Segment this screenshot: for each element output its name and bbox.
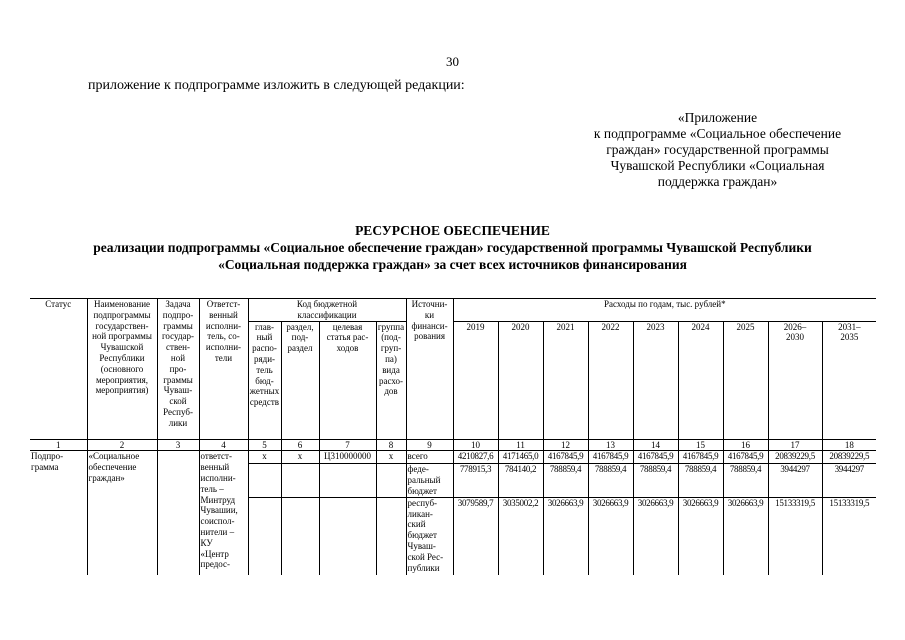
cell-value: 4167845,9 bbox=[723, 451, 768, 464]
cell-value: 3026663,9 bbox=[723, 497, 768, 575]
cell-source: феде- ральный бюджет bbox=[406, 464, 453, 497]
cell-target-article bbox=[319, 464, 376, 497]
intro-text: приложение к подпрограмме изложить в следующей редакции: bbox=[88, 78, 465, 93]
header-year: 2024 bbox=[678, 321, 723, 439]
header-budget-code: Код бюджетной классификации bbox=[248, 299, 406, 322]
annex-line: Чувашской Республики «Социальная bbox=[610, 158, 825, 173]
cell-chief-administrator bbox=[248, 464, 281, 497]
column-number: 13 bbox=[588, 439, 633, 451]
document-heading bbox=[0, 222, 905, 273]
column-number: 14 bbox=[633, 439, 678, 451]
cell-value: 20839229,5 bbox=[768, 451, 822, 464]
annex-line: к подпрограмме «Социальное обеспечение bbox=[593, 126, 842, 141]
column-number: 11 bbox=[498, 439, 543, 451]
cell-value: 784140,2 bbox=[498, 464, 543, 497]
row-task bbox=[157, 451, 199, 575]
header-status: Статус bbox=[30, 299, 87, 440]
cell-value: 3026663,9 bbox=[678, 497, 723, 575]
heading-subtitle: «Социальная поддержка граждан» за счет всех источников финансирования bbox=[218, 257, 687, 272]
header-target-article: целевая статья рас- ходов bbox=[319, 321, 376, 439]
cell-source: респуб- ликан- ский бюджет Чуваш- ской Рес- публики bbox=[406, 497, 453, 575]
cell-section bbox=[281, 464, 319, 497]
cell-value: 15133319,5 bbox=[768, 497, 822, 575]
cell-value: 788859,4 bbox=[633, 464, 678, 497]
header-year: 2026– 2030 bbox=[768, 321, 822, 439]
cell-value: 788859,4 bbox=[588, 464, 633, 497]
header-year: 2020 bbox=[498, 321, 543, 439]
row-status: Подпро- грамма bbox=[30, 451, 87, 575]
column-number: 1 bbox=[30, 439, 87, 451]
header-year: 2019 bbox=[453, 321, 498, 439]
annex-block bbox=[575, 110, 860, 190]
column-number: 2 bbox=[87, 439, 157, 451]
cell-value: 3944297 bbox=[822, 464, 876, 497]
row-name: «Социальное обеспечение граждан» bbox=[87, 451, 157, 575]
column-number: 12 bbox=[543, 439, 588, 451]
cell-value: 4167845,9 bbox=[588, 451, 633, 464]
header-chief-administrator: глав- ный распо- ряди- тель бюд- жетных средств bbox=[248, 321, 281, 439]
cell-expense-group bbox=[376, 464, 406, 497]
cell-value: 4167845,9 bbox=[678, 451, 723, 464]
cell-section: x bbox=[281, 451, 319, 464]
cell-value: 15133319,5 bbox=[822, 497, 876, 575]
resource-table bbox=[30, 298, 876, 575]
cell-value: 3026663,9 bbox=[633, 497, 678, 575]
cell-chief-administrator bbox=[248, 497, 281, 575]
header-executor: Ответст- венный исполни- тель, со- исполни- тели bbox=[199, 299, 248, 440]
column-number: 4 bbox=[199, 439, 248, 451]
header-expense-group: группа (под- груп- па) вида расхо- дов bbox=[376, 321, 406, 439]
cell-value: 788859,4 bbox=[543, 464, 588, 497]
column-number: 8 bbox=[376, 439, 406, 451]
column-number: 16 bbox=[723, 439, 768, 451]
column-number: 6 bbox=[281, 439, 319, 451]
header-year: 2021 bbox=[543, 321, 588, 439]
header-year: 2025 bbox=[723, 321, 768, 439]
cell-section bbox=[281, 497, 319, 575]
column-number: 5 bbox=[248, 439, 281, 451]
column-number: 17 bbox=[768, 439, 822, 451]
cell-value: 3944297 bbox=[768, 464, 822, 497]
header-year: 2023 bbox=[633, 321, 678, 439]
header-name: Наименование подпрограммы государствен- ной программы Чувашской Республики (основного мероприятия, мероприятия) bbox=[87, 299, 157, 440]
table-row bbox=[30, 451, 876, 464]
cell-value: 3035002,2 bbox=[498, 497, 543, 575]
cell-value: 4171465,0 bbox=[498, 451, 543, 464]
cell-expense-group: x bbox=[376, 451, 406, 464]
column-number: 9 bbox=[406, 439, 453, 451]
cell-source: всего bbox=[406, 451, 453, 464]
header-expenses: Расходы по годам, тыс. рублей* bbox=[453, 299, 876, 322]
cell-value: 788859,4 bbox=[723, 464, 768, 497]
cell-value: 3026663,9 bbox=[588, 497, 633, 575]
cell-expense-group bbox=[376, 497, 406, 575]
page-number: 30 bbox=[446, 54, 459, 69]
cell-value: 4167845,9 bbox=[633, 451, 678, 464]
header-section: раздел, под- раздел bbox=[281, 321, 319, 439]
cell-chief-administrator: x bbox=[248, 451, 281, 464]
cell-target-article: Ц310000000 bbox=[319, 451, 376, 464]
cell-value: 3026663,9 bbox=[543, 497, 588, 575]
cell-value: 4210827,6 bbox=[453, 451, 498, 464]
column-number: 10 bbox=[453, 439, 498, 451]
header-year: 2031– 2035 bbox=[822, 321, 876, 439]
column-number: 15 bbox=[678, 439, 723, 451]
cell-target-article bbox=[319, 497, 376, 575]
cell-value: 778915,3 bbox=[453, 464, 498, 497]
annex-line: «Приложение bbox=[677, 110, 758, 125]
heading-subtitle: реализации подпрограммы «Социальное обеспечение граждан» государственной программы Чувашской Республики bbox=[93, 240, 812, 255]
column-number: 3 bbox=[157, 439, 199, 451]
header-year: 2022 bbox=[588, 321, 633, 439]
annex-line: граждан» государственной программы bbox=[606, 142, 829, 157]
header-sources: Источни- ки финанси- рования bbox=[406, 299, 453, 440]
column-number: 7 bbox=[319, 439, 376, 451]
row-executor: ответст- венный исполни- тель – Минтруд Чувашии, соиспол- нители – КУ «Центр предос- bbox=[199, 451, 248, 575]
cell-value: 3079589,7 bbox=[453, 497, 498, 575]
cell-value: 4167845,9 bbox=[543, 451, 588, 464]
cell-value: 20839229,5 bbox=[822, 451, 876, 464]
column-number: 18 bbox=[822, 439, 876, 451]
header-task: Задача подпро- граммы государ- ствен- ной про- граммы Чуваш- ской Респуб- лики bbox=[157, 299, 199, 440]
cell-value: 788859,4 bbox=[678, 464, 723, 497]
heading-title: РЕСУРСНОЕ ОБЕСПЕЧЕНИЕ bbox=[355, 223, 550, 238]
annex-line: поддержка граждан» bbox=[657, 174, 778, 189]
